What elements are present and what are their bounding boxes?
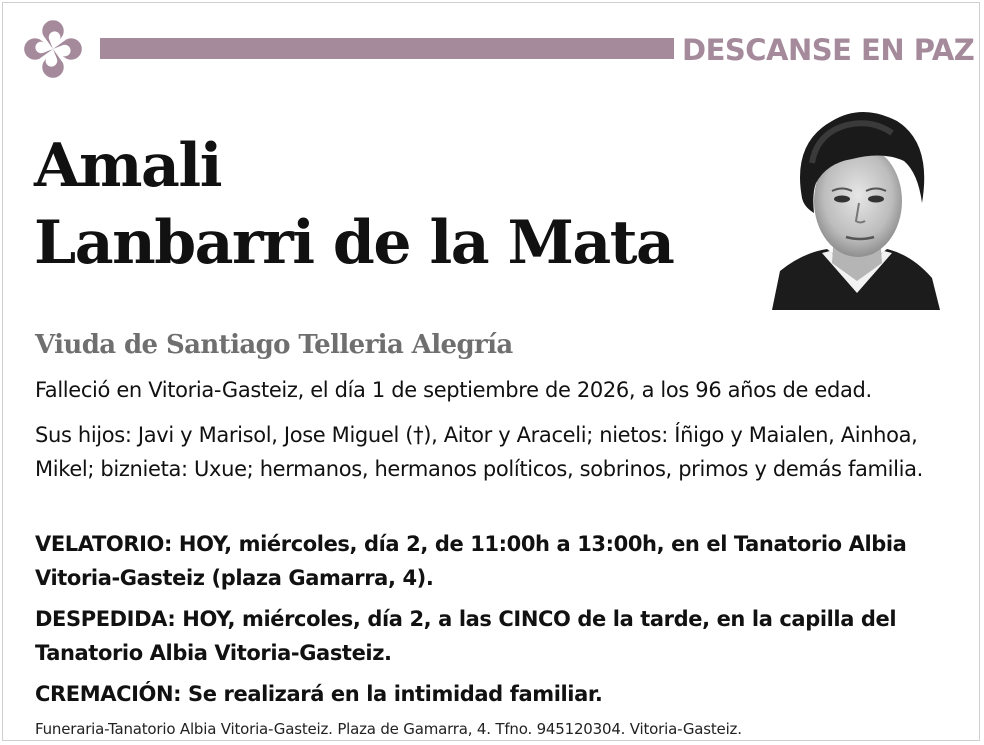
death-notice-text: Falleció en Vitoria-Gasteiz, el día 1 de septiembre de 2026, a los 96 años de edad. [35,378,872,402]
deceased-first-name: Amali [34,131,222,201]
deceased-surnames: Lanbarri de la Mata [34,208,674,278]
header-title: DESCANSE EN PAZ [682,33,975,67]
deceased-name [34,128,754,282]
velatorio-text: VELATORIO: HOY, miércoles, día 2, de 11:00h a 13:00h, en el Tanatorio Albia Vitoria-Gasteiz (plaza Gamarra, 4). [35,532,907,590]
deceased-photo [772,103,940,310]
header-bar [100,38,674,59]
widow-of-line: Viuda de Santiago Telleria Alegría [35,330,513,360]
despedida-text: DESPEDIDA: HOY, miércoles, día 2, a las CINCO de la tarde, en la capilla del Tanatorio Albia Vitoria-Gasteiz. [35,607,897,665]
family-text: Sus hijos: Javi y Marisol, Jose Miguel (†), Aitor y Araceli; nietos: Íñigo y Maialen, Ainhoa, Mikel; biznieta: Uxue; hermanos, hermanos políticos, sobrinos, primos y demás familia. [35,423,923,481]
lauburu-icon [14,12,92,86]
cremacion-text: CREMACIÓN: Se realizará en la intimidad familiar. [35,682,603,706]
funeral-home-footer: Funeraria-Tanatorio Albia Vitoria-Gasteiz. Plaza de Gamarra, 4. Tfno. 945120304. Vitoria-Gasteiz. [35,720,742,738]
portrait-photo [772,103,940,310]
